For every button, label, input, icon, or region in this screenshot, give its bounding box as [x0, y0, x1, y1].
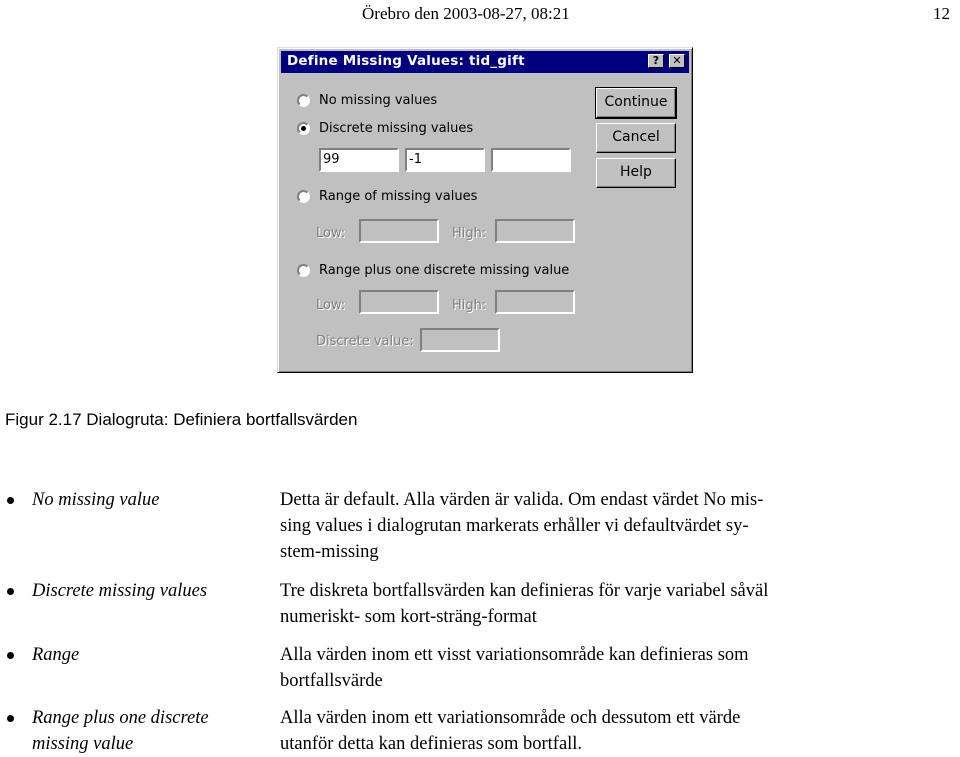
discrete-value-field[interactable] [420, 328, 500, 352]
bullet [7, 497, 14, 504]
range-low-label: Low: [316, 226, 346, 241]
close-icon[interactable]: ✕ [669, 54, 685, 68]
radio-selected-dot [301, 126, 306, 131]
range-plus-radio[interactable] [297, 264, 310, 277]
list-term: Range [32, 645, 80, 665]
no-missing-radio[interactable] [297, 94, 310, 107]
discrete-label: Discrete missing values [319, 121, 474, 136]
dialog-title: Define Missing Values: tid_gift [287, 53, 525, 69]
range-plus-label: Range plus one discrete missing value [319, 263, 570, 278]
help-button[interactable]: Help [596, 158, 676, 188]
title-bar [281, 51, 689, 73]
help-icon[interactable]: ? [648, 54, 664, 68]
list-description: Alla värden inom ett variationsområde och dessutom ett värde utanför detta kan definieras som bortfall. [280, 708, 741, 754]
bullet [7, 588, 14, 595]
range-plus-high-label: High: [452, 298, 487, 313]
page-number: 12 [933, 4, 950, 23]
discrete-radio[interactable] [297, 122, 310, 135]
list-description: Detta är default. Alla värden är valida. Om endast värdet No mis- sing values i dialogrutan markerats erhåller vi defaultvärdet sy- stem-missing [280, 490, 764, 562]
list-term: Range plus one discrete missing value [32, 708, 209, 754]
list-term: Discrete missing values [32, 581, 208, 601]
discrete-value-2-field[interactable]: -1 [405, 148, 485, 172]
range-high-field[interactable] [495, 219, 575, 243]
discrete-value-1-field[interactable]: 99 [319, 148, 399, 172]
bullet [7, 715, 14, 722]
range-label: Range of missing values [319, 189, 478, 204]
range-low-field[interactable] [359, 219, 439, 243]
list-term: No missing value [32, 490, 160, 510]
list-description: Alla värden inom ett visst variationsområde kan definieras som bortfallsvärde [280, 645, 749, 691]
range-plus-high-field[interactable] [495, 290, 575, 314]
no-missing-label: No missing values [319, 93, 438, 108]
continue-button[interactable]: Continue [596, 88, 676, 118]
range-plus-low-label: Low: [316, 298, 346, 313]
range-plus-low-field[interactable] [359, 290, 439, 314]
bullet [7, 652, 14, 659]
range-high-label: High: [452, 226, 487, 241]
define-missing-values-dialog [277, 47, 693, 373]
figure-caption: Figur 2.17 Dialogruta: Definiera bortfallsvärden [5, 410, 358, 429]
page-header [0, 4, 960, 28]
range-radio[interactable] [297, 190, 310, 203]
header-text: Örebro den 2003-08-27, 08:21 [362, 4, 570, 23]
discrete-value-3-field[interactable] [491, 148, 571, 172]
list-description: Tre diskreta bortfallsvärden kan definieras för varje variabel såväl numeriskt- som kort-sträng-format [280, 581, 769, 627]
cancel-button[interactable]: Cancel [596, 123, 676, 153]
discrete-value-label: Discrete value: [316, 334, 414, 349]
